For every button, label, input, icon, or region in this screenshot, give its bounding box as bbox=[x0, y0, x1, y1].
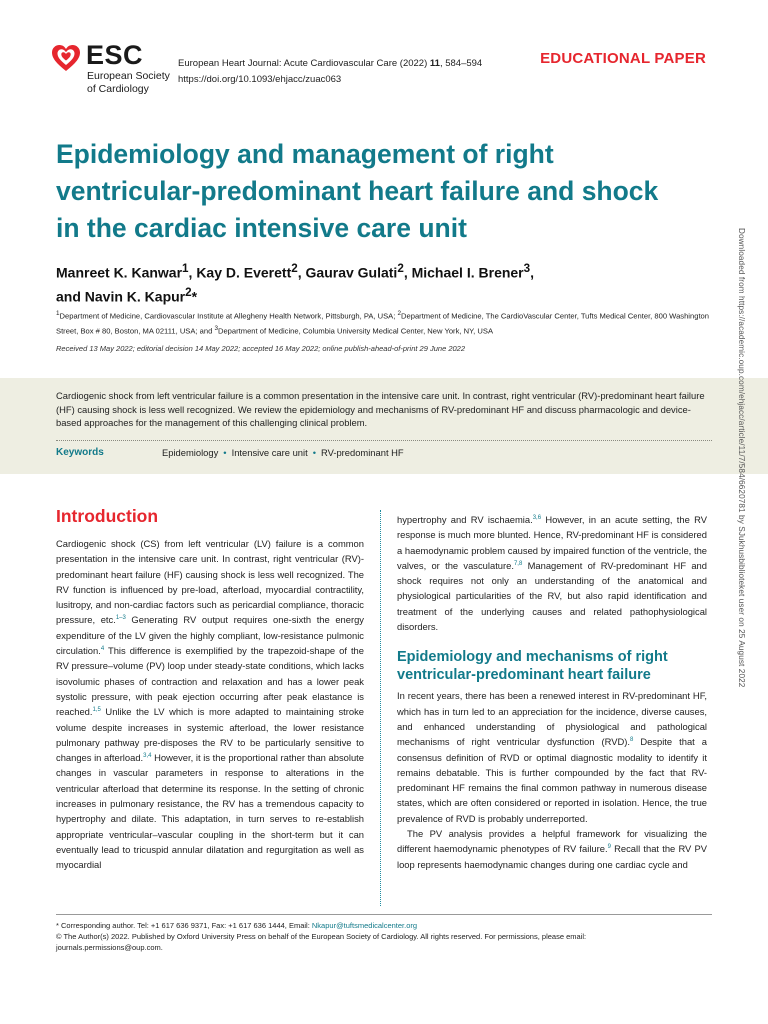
footnotes: * Corresponding author. Tel: +1 617 636 9371, Fax: +1 617 636 1444, Email: Nkapur@tuftsmedicalcenter.org © The Author(s) 2022. Published by Oxford University Press on behalf of the European Society of Cardiology. All rights reserved. For permissions, please email: journals.permissions@oup.com. bbox=[56, 921, 587, 952]
section-heading-introduction: Introduction bbox=[56, 506, 159, 526]
keyword: RV-predominant HF bbox=[320, 447, 404, 458]
bullet-icon: • bbox=[223, 447, 227, 458]
keywords-list bbox=[162, 447, 404, 458]
footnote-divider bbox=[56, 914, 712, 915]
citation-link[interactable]: 3,4 bbox=[143, 753, 152, 760]
logo-subtitle: European Society of Cardiology bbox=[87, 70, 170, 95]
doi-link[interactable]: https://doi.org/10.1093/ehjacc/zuac063 bbox=[178, 74, 342, 85]
paragraph: The PV analysis provides a helpful framework for visualizing the different haemodynamic phenotypes of RV failure.$^9$ Recall that the RV PV loop represents haemodynamic changes during one cardiac cycle and bbox=[397, 828, 708, 870]
citation-link[interactable]: 1,5 bbox=[92, 707, 101, 714]
journal-citation: European Heart Journal: Acute Cardiovascular Care (2022) 11, 584–594 https://doi.org/10.1093/ehjacc/zuac063 bbox=[178, 58, 483, 85]
received-dates: Received 13 May 2022; editorial decision 14 May 2022; accepted 16 May 2022; online publish-ahead-of-print 29 June 2022 bbox=[56, 344, 466, 353]
citation-link[interactable]: 4 bbox=[100, 645, 105, 652]
paper-type-label: EDUCATIONAL PAPER bbox=[540, 50, 706, 67]
body-column-right bbox=[397, 512, 707, 872]
logo-title: ESC bbox=[86, 40, 144, 70]
article-title: Epidemiology and management of right ventricular-predominant heart failure and shock in the cardiac intensive care unit bbox=[56, 139, 659, 243]
keywords-divider bbox=[56, 440, 712, 441]
permissions-email[interactable]: journals.permissions@oup.com. bbox=[56, 943, 163, 952]
email-link[interactable]: Nkapur@tuftsmedicalcenter.org bbox=[311, 921, 418, 930]
keyword: Intensive care unit bbox=[231, 447, 308, 458]
paragraph: In recent years, there has been a renewed interest in RV-predominant HF, which has in turn led to an appreciation for the incidence, diverse causes, and enhanced understanding of physiological and pathological mechanisms of right ventricular dysfunction (RVD).$^8$ Despite that a consensus definition of RVD or optimal diagnostic modality to identify it remains debatable. This is further compounded by the fact that RV-predominant HF remains the final common pathway in numerous disease states, which are often considered or reported in isolation. Hence, the true prevalence of RVD is probably underreported. bbox=[397, 690, 708, 824]
bullet-icon: • bbox=[312, 447, 316, 458]
citation-link[interactable]: 3,6 bbox=[532, 514, 542, 521]
citation-link[interactable]: 7,8 bbox=[513, 560, 523, 567]
download-watermark: Downloaded from https://academic.oup.com/ehjacc/article/11/7/584/6620781 by SJukhusbiblioteket user on 25 August 2022 bbox=[737, 228, 746, 688]
body-column-left bbox=[56, 536, 364, 873]
heart-logo-icon bbox=[50, 42, 82, 74]
keyword: Epidemiology bbox=[162, 447, 219, 458]
citation-link[interactable]: 8 bbox=[629, 737, 634, 744]
esc-logo bbox=[50, 40, 170, 96]
author-list: Manreet K. Kanwar$^1$, Kay D. Everett$^2$, Gaurav Gulati$^2$, Michael I. Brener$^3$, and Navin K. Kapur$^2$* bbox=[56, 262, 535, 305]
paragraph: Cardiogenic shock (CS) from left ventricular (LV) failure is a common presentation in the intensive care unit. In contrast, right ventricular (RV)-predominant heart failure (HF) causing shock is less well recognized. The RV function is influenced by pre-load, afterload, myocardial contractility, lusitropy, and non-cardiac factors such as pericardial compliance, thoracic pressure, etc.$^{1-3}$ Generating RV output requires one-sixth the energy expenditure of the LV given the highly compliant, low-resistance pulmonic circulation.$^4$ This difference is exemplified by the trapezoid-shape of the RV pressure–volume (PV) loop under steady-state conditions, which lacks isovolumic phases of contraction and relaxation and has a lower peak systolic pressure, with peak ejection occurring after peak elastance is reached.$^{1,5}$ Unlike the LV which is more adapted to maintaining stroke volume despite increases in systemic afterload, the lower resistance pulmonary pathway pre-disposes the RV to be particularly sensitive to changes in afterload.$^{3,4}$ However, it is the proportional rather than absolute changes in vascular parameters in response to alterations in the ventricular afterload that determine its response. In the setting of chronic increases in pulmonary resistance, the RV has a tremendous capacity to hypertrophy and dilate. This adaptation, in turn serves to re-establish appropriate ventricular–vascular coupling in the short-term but it can eventually lead to tricuspid annular dilatation and regurgitation as well as myocardial bbox=[56, 538, 364, 871]
paragraph: hypertrophy and RV ischaemia.$^{3,6}$ However, in an acute setting, the RV response is much more blunted. Hence, RV-predominant HF is considered a haemodynamic problem caused by impaired function of the ventricle, the valves, or the vasculature.$^{7,8}$ Management of RV-predominant HF and shock requires not only an understanding of the anatomical and physiological particularities of the RV, but also rapid identification and treatment of the underlying causes and related pathophysiological disorders. bbox=[397, 514, 707, 633]
abstract-text: Cardiogenic shock from left ventricular failure is a common presentation in the intensive care unit. In contrast, right ventricular (RV)-predominant heart failure (HF) causing shock is less well recognized. We review the epidemiology and mechanisms of RV-predominant HF and discuss pharmacologic and device-based approaches for the management of this challenging clinical problem. bbox=[56, 390, 705, 428]
keywords-label: Keywords bbox=[56, 447, 104, 458]
citation-link[interactable]: 9 bbox=[607, 844, 611, 851]
section-heading-epidemiology: Epidemiology and mechanisms of right ventricular-predominant heart failure bbox=[397, 649, 668, 684]
citation-link[interactable]: 1–3 bbox=[115, 615, 126, 622]
affiliations: $^1$Department of Medicine, Cardiovascular Institute at Allegheny Health Network, Pittsburgh, PA, USA; $^2$Department of Medicine, The CardioVascular Center, Tufts Medical Center, 800 Washington Street, Box # 80, Boston, MA 02111, USA; and $^3$Department of Medicine, Columbia University Medical Center, New York, NY, USA bbox=[56, 310, 709, 336]
column-divider bbox=[380, 510, 381, 906]
